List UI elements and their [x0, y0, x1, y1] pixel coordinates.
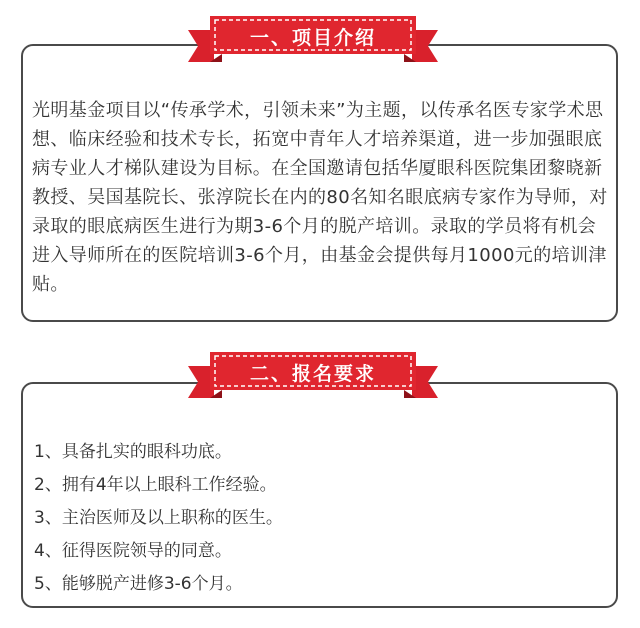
- section-banner-intro: [188, 12, 438, 68]
- requirements-list: [34, 436, 283, 601]
- list-item: 3、主治医师及以上职称的医生。: [34, 508, 283, 528]
- section-banner-requirements: [188, 348, 438, 404]
- list-item: 1、具备扎实的眼科功底。: [34, 442, 232, 462]
- intro-paragraph: 光明基金项目以“传承学术，引领未来”为主题，以传承名医专家学术思想、临床经验和技术专长，拓宽中青年人才培养渠道，进一步加强眼底病专业人才梯队建设为目标。在全国邀请包括华厦眼科医院集团黎晓新教授、吴国基院长、张淳院长在内的80名知名眼底病专家作为导师，对录取的眼底病医生进行为期3-6个月的脱产培训。录取的学员将有机会进入导师所在的医院培训3-6个月，由基金会提供每月1000元的培训津贴。: [32, 100, 608, 295]
- list-item: 4、征得医院领导的同意。: [34, 541, 232, 561]
- section-title: 二、报名要求: [249, 363, 376, 385]
- list-item: 5、能够脱产进修3-6个月。: [34, 574, 243, 594]
- section-title: 一、项目介绍: [249, 27, 376, 49]
- list-item: 2、拥有4年以上眼科工作经验。: [34, 475, 277, 495]
